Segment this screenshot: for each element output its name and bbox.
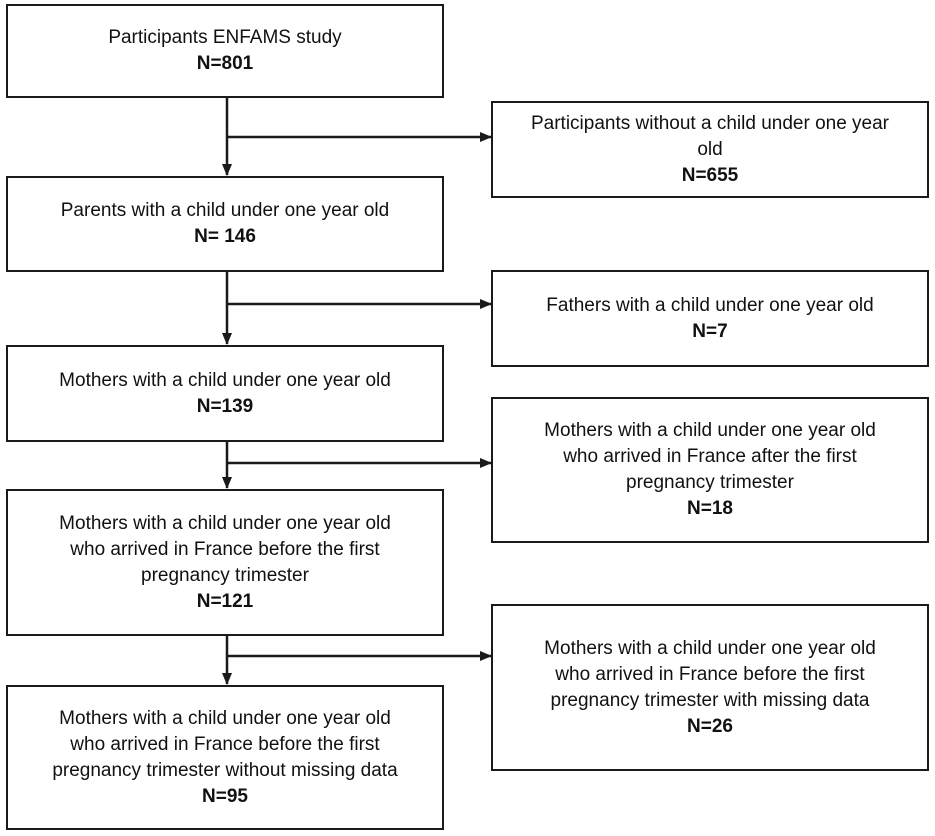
box-text: Mothers with a child under one year old — [59, 369, 391, 391]
box-count: N= 146 — [194, 226, 256, 247]
box-text: Mothers with a child under one year old who arrived in France before the first pregnancy trimester without missing data — [52, 707, 398, 781]
box-mothers-before-trimester — [6, 489, 444, 636]
box-excluded-missing-data — [491, 604, 929, 771]
box-count: N=7 — [692, 320, 728, 342]
box-count: N=95 — [202, 785, 248, 807]
box-excluded-after-trimester — [491, 397, 929, 543]
box-count: N=801 — [196, 53, 254, 74]
box-participants — [6, 4, 444, 98]
box-excluded-no-child — [491, 101, 929, 198]
box-count: N=655 — [681, 164, 739, 186]
box-parents — [6, 176, 444, 272]
box-text: Mothers with a child under one year old who arrived in France before the first pregnancy trimester with missing data — [544, 637, 876, 711]
box-count: N=18 — [687, 498, 733, 519]
box-final-sample — [6, 685, 444, 830]
box-excluded-fathers — [491, 270, 929, 367]
box-text: Mothers with a child under one year old who arrived in France before the first pregnancy trimester — [59, 512, 391, 586]
box-count: N=121 — [196, 590, 254, 612]
box-mothers — [6, 345, 444, 442]
box-count: N=26 — [687, 715, 733, 737]
box-count: N=139 — [196, 395, 254, 417]
box-text: Parents with a child under one year old — [60, 200, 390, 221]
box-text: Participants without a child under one year old — [530, 112, 890, 160]
box-text: Fathers with a child under one year old — [546, 294, 874, 316]
box-text: Participants ENFAMS study — [108, 27, 342, 48]
box-text: Mothers with a child under one year old who arrived in France after the first pregnancy trimester — [544, 420, 876, 493]
